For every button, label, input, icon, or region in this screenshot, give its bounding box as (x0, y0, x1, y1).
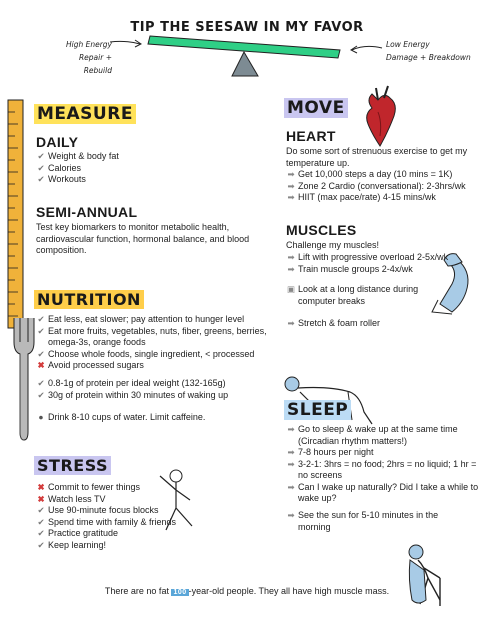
measure-section (34, 104, 136, 124)
heart-text: Do some sort of strenuous exercise to get my temperature up. (286, 146, 468, 168)
list-item: ✖ Commit to fewer things (37, 482, 141, 492)
nutrition-list-3 (36, 412, 268, 424)
move-section (284, 98, 348, 118)
nutrition-heading: NUTRITION (34, 290, 144, 309)
semi-annual-heading: SEMI-ANNUAL (36, 204, 138, 220)
seesaw-right-label: Low Energy Damage + Breakdown (386, 40, 471, 62)
list-item: ✔ Workouts (37, 174, 86, 184)
muscles-list-3 (286, 318, 446, 330)
seesaw-left-label: High Energy Repair + Rebuild (65, 40, 112, 75)
seesaw-illustration (110, 36, 382, 76)
daily-list (36, 151, 256, 186)
list-item: ✔ Choose whole foods, single ingredient, < processed (37, 348, 255, 359)
stress-list (36, 482, 236, 551)
list-item: ➡ Go to sleep & wake up at the same time (Circadian rhythm matters!) (287, 424, 458, 446)
book-icon: ▣ (286, 284, 296, 294)
heart-illustration (367, 86, 396, 146)
list-item: ● Drink 8-10 cups of water. Limit caffeine. (38, 412, 206, 422)
page-title: TIP THE SEESAW IN MY FAVOR (130, 20, 364, 35)
list-item: ➡ Can I wake up naturally? Did I take a while to wake up? (287, 481, 479, 503)
muscles-list (286, 252, 490, 275)
list-item: ➡ Train muscle groups 2-4x/wk (287, 263, 413, 274)
list-item: ✖ Avoid processed sugars (37, 360, 144, 370)
list-item: ✔ Eat less, eat slower; pay attention to hunger level (37, 314, 245, 324)
move-heading: MOVE (284, 98, 348, 118)
list-item: ▣ Look at a long distance during computer breaks (286, 284, 419, 306)
list-item: ➡ Get 10,000 steps a day (10 mins = 1K) (287, 169, 453, 179)
list-item: ➡ Stretch & foam roller (287, 318, 381, 328)
muscles-text: Challenge my muscles! (286, 240, 380, 250)
list-item: ✔ 0.8-1g of protein per ideal weight (132-165g) (37, 378, 226, 388)
elderly-person-illustration (409, 545, 440, 606)
ruler-illustration (8, 100, 23, 328)
nutrition-section (34, 290, 144, 310)
list-item: ✔ Practice gratitude (37, 528, 119, 538)
stress-heading: STRESS (34, 456, 111, 475)
semi-annual-text: Test key biomarkers to monitor metabolic health, cardiovascular function, hormonal balance, and blood composition. (36, 222, 250, 255)
list-item: ✔ 30g of protein within 30 minutes of waking up (37, 389, 229, 400)
list-item: ✔ Keep learning! (37, 539, 107, 550)
list-item: ✔ Weight & body fat (37, 151, 119, 161)
sleep-heading: SLEEP (284, 400, 351, 420)
heart-heading: HEART (286, 128, 336, 144)
muscles-list-2 (286, 284, 446, 307)
sleep-section (284, 400, 351, 420)
sleep-list-2 (286, 510, 446, 533)
daily-heading: DAILY (36, 134, 79, 150)
list-item: ✔ Use 90-minute focus blocks (37, 505, 159, 515)
sleep-list (286, 424, 486, 505)
list-item: ✖ Watch less TV (37, 493, 106, 504)
muscles-heading: MUSCLES (286, 222, 357, 238)
nutrition-list-1 (36, 314, 268, 372)
fork-illustration (14, 318, 34, 440)
list-item: ➡ 7-8 hours per night (287, 447, 374, 457)
nutrition-list-2 (36, 378, 268, 401)
stress-section (34, 456, 111, 476)
list-item: ➡ See the sun for 5-10 minutes in the morning (287, 510, 439, 532)
measure-heading: MEASURE (34, 104, 136, 124)
list-item: ➡ HIIT (max pace/rate) 4-15 mins/wk (287, 192, 436, 202)
list-item: ➡ 3-2-1: 3hrs = no food; 2hrs = no liquid; 1 hr = no screens (287, 458, 477, 480)
heart-list (286, 169, 490, 204)
list-item: ✔ Eat more fruits, vegetables, nuts, fiber, greens, berries, omega-3s, orange foods (37, 325, 267, 347)
hundred-badge: 100 (173, 589, 187, 596)
list-item: ✔ Spend time with family & friends (37, 516, 177, 527)
list-item: ➡ Lift with progressive overload 2-5x/wk (287, 252, 449, 262)
footer-quote: There are no fat 100 -year-old people. They all have high muscle mass. (104, 586, 390, 596)
list-item: ➡ Zone 2 Cardio (conversational): 2-3hrs/wk (287, 180, 466, 191)
list-item: ✔ Calories (37, 162, 82, 173)
